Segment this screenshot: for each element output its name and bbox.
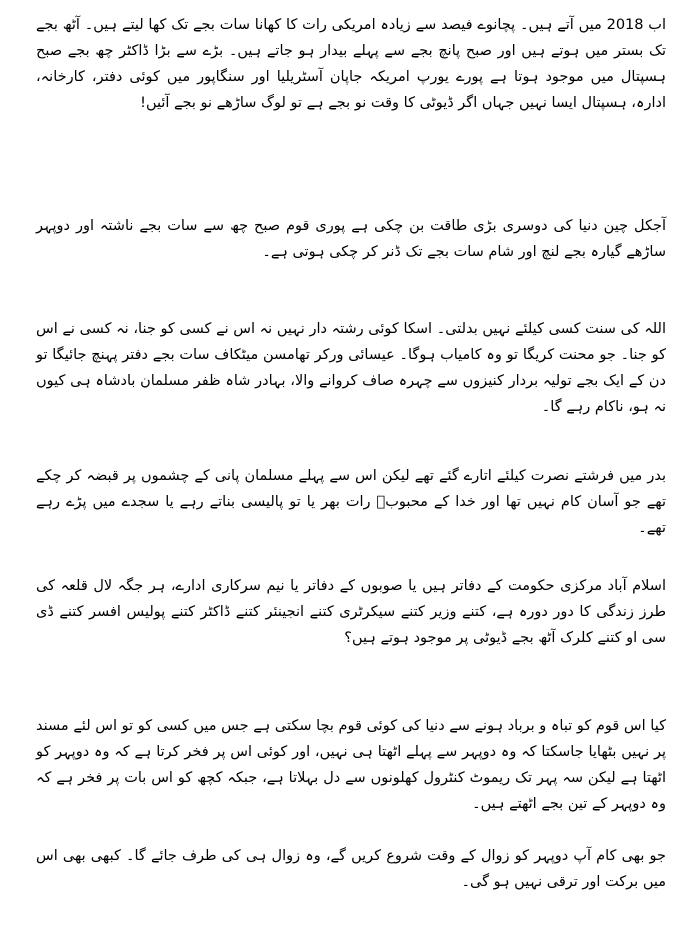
paragraph-badr: بدر میں فرشتے نصرت کیلئے اتارے گئے تھے لیکن اس سے پہلے مسلمان پانی کے چشموں پر قبضہ کر چکے تھے جو آسان کام نہیں تھا اور خدا کے محبوبؐ رات بھر یا تو پالیسی بناتے رہے یا سجدے میں پڑے رہے تھے۔ xyxy=(36,468,666,536)
paragraph-2018-routine: اب 2018 میں آتے ہیں۔ پچانوے فیصد سے زیادہ امریکی رات کا کھانا سات بجے تک کھا لیتے ہیں۔ آٹھ بجے تک بستر میں ہوتے ہیں اور صبح پانچ بجے سے پہلے بیدار ہو جاتے ہیں۔ بڑے سے بڑا ڈاکٹر چھ بجے صبح ہسپتال میں موجود ہوتا ہے پورے یورپ امریکہ جاپان آسٹریلیا اور سنگاپور میں کوئی دفتر، کارخانہ، ادارہ، ہسپتال ایسا نہیں جہاں اگر ڈیوٹی کا وقت نو بجے ہے تو لوگ ساڑھے نو بجے آئیں! xyxy=(36,17,666,111)
paragraph-zawal: جو بھی کام آپ دوپہر کو زوال کے وقت شروع کریں گے، وہ زوال ہی کی طرف جائے گا۔ کبھی بھی اس میں برکت اور ترقی نہیں ہو گی۔ xyxy=(36,848,666,890)
paragraph-nation-question: کیا اس قوم کو تباہ و برباد ہونے سے دنیا کی کوئی قوم بچا سکتی ہے جس میں کسی کو تو اس لئے مسند پر نہیں بٹھایا جاسکتا کہ وہ دوپہر سے پہلے اٹھتا ہی نہیں، اور کوئی اس پر فخر کرتا ہے کہ وہ دوپہر کو اٹھتا ہے لیکن سہ پہر تک ریموٹ کنٹرول کھلونوں سے دل بہلاتا ہے، جبکہ کچھ کو اس بات پر فخر ہے کہ وہ دوپہر کے تین بجے اٹھتے ہیں۔ xyxy=(36,718,666,812)
paragraph-china: آجکل چین دنیا کی دوسری بڑی طاقت بن چکی ہے پوری قوم صبح چھ سے سات بجے ناشتہ اور دوپہر ساڑھے گیارہ بجے لنچ اور شام سات بجے تک ڈنر کر چکی ہوتی ہے۔ xyxy=(36,218,666,260)
paragraph-sunnah-of-allah: اللہ کی سنت کسی کیلئے نہیں بدلتی۔ اسکا کوئی رشتہ دار نہیں نہ اس نے کسی کو جنا، نہ کسی نے اس کو جنا۔ جو محنت کریگا تو وہ کامیاب ہوگا۔ عیسائی ورکر تھامسن میٹکاف سات بجے دفتر پہنچ جائیگا تو دن کے ایک بجے تولیہ بردار کنیزوں سے چہرہ صاف کروانے والا، بہادر شاہ ظفر مسلمان بادشاہ ہی کیوں نہ ہو، ناکام رہے گا۔ xyxy=(36,321,666,415)
paragraph-islamabad-offices: اسلام آباد مرکزی حکومت کے دفاتر ہیں یا صوبوں کے دفاتر یا نیم سرکاری ادارے، ہر جگہ لال قلعہ کی طرز زندگی کا دور دورہ ہے، کتنے وزیر کتنے سیکرٹری کتنے انجینئر کتنے ڈاکٹر کتنے پولیس افسر کتنے ڈی سی او کتنے کلرک آٹھ بجے ڈیوٹی پر موجود ہوتے ہیں؟ xyxy=(36,578,666,646)
